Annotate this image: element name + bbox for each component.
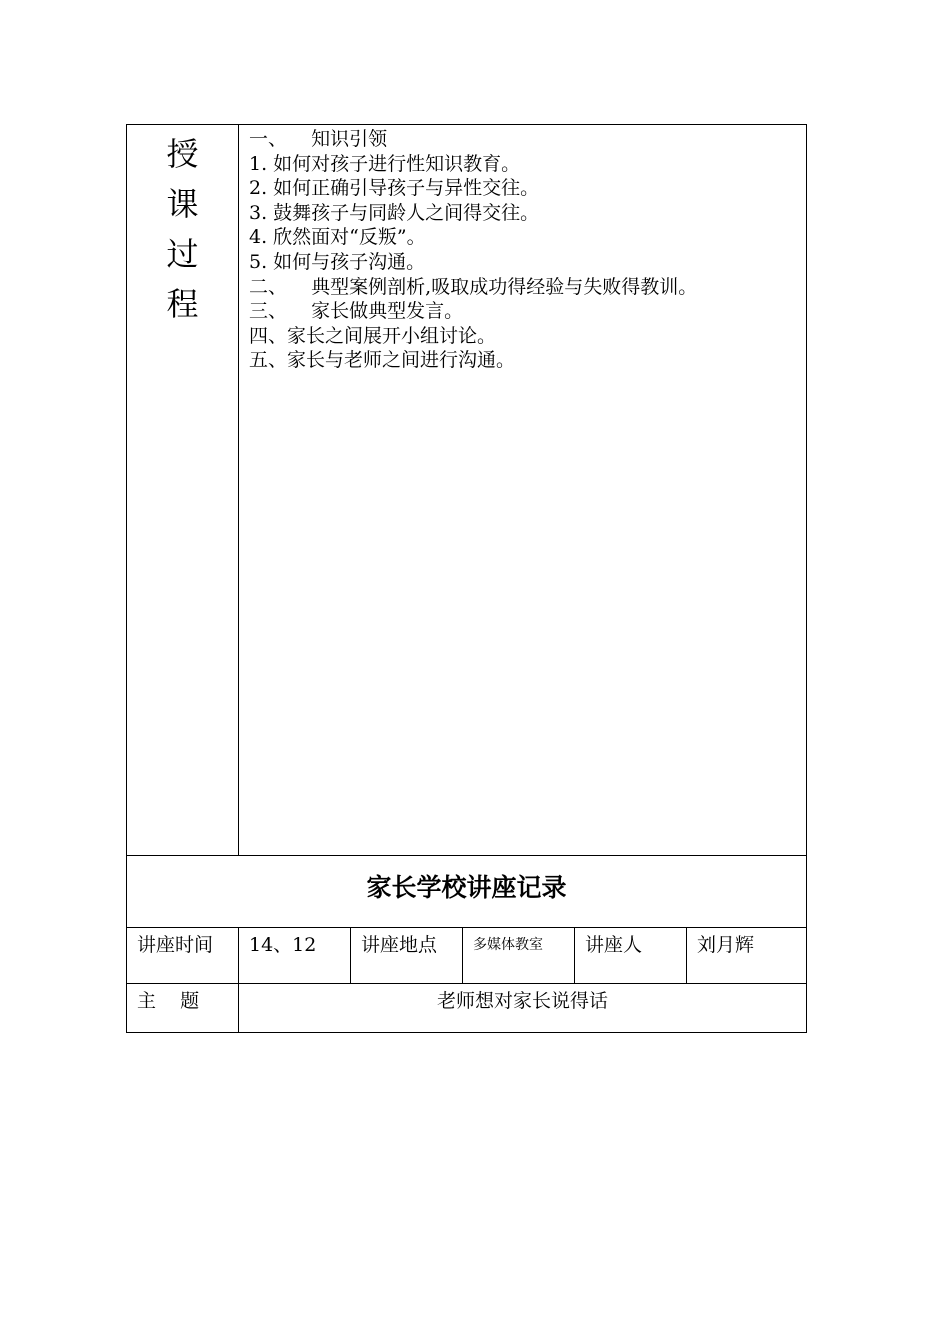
lecture-time-value: 14、12 [239,928,351,984]
content-line: 1. 如何对孩子进行性知识教育。 [249,152,521,175]
record-title: 家长学校讲座记录 [127,856,807,928]
lecture-record-table [126,124,807,1033]
side-label-char: 程 [166,285,199,323]
lecturer-value: 刘月辉 [687,928,807,984]
content-line: 二、 典型案例剖析,吸取成功得经验与失败得教训。 [249,275,698,298]
content-line: 3. 鼓舞孩子与同龄人之间得交往。 [249,201,540,224]
lecture-place-value: 多媒体教室 [463,928,575,984]
side-label-char: 授 [166,135,199,173]
content-line: 一、 知识引领 [249,128,388,150]
content-line: 5. 如何与孩子沟通。 [249,250,426,273]
lecture-place-label: 讲座地点 [351,928,463,984]
content-line: 2. 如何正确引导孩子与异性交往。 [249,177,540,200]
teaching-process-content [239,125,807,856]
lecturer-label: 讲座人 [575,928,687,984]
content-line: 五、家长与老师之间进行沟通。 [249,349,516,372]
content-line: 四、家长之间展开小组讨论。 [249,324,497,347]
topic-label: 主 题 [127,984,239,1033]
lecture-time-label: 讲座时间 [127,928,239,984]
content-line: 三、 家长做典型发言。 [249,300,464,323]
topic-value: 老师想对家长说得话 [239,984,807,1033]
side-label-char: 课 [166,185,199,223]
teaching-process-label [127,125,239,856]
content-line: 4. 欣然面对“反叛”。 [249,226,426,249]
side-label-char: 过 [166,235,199,273]
